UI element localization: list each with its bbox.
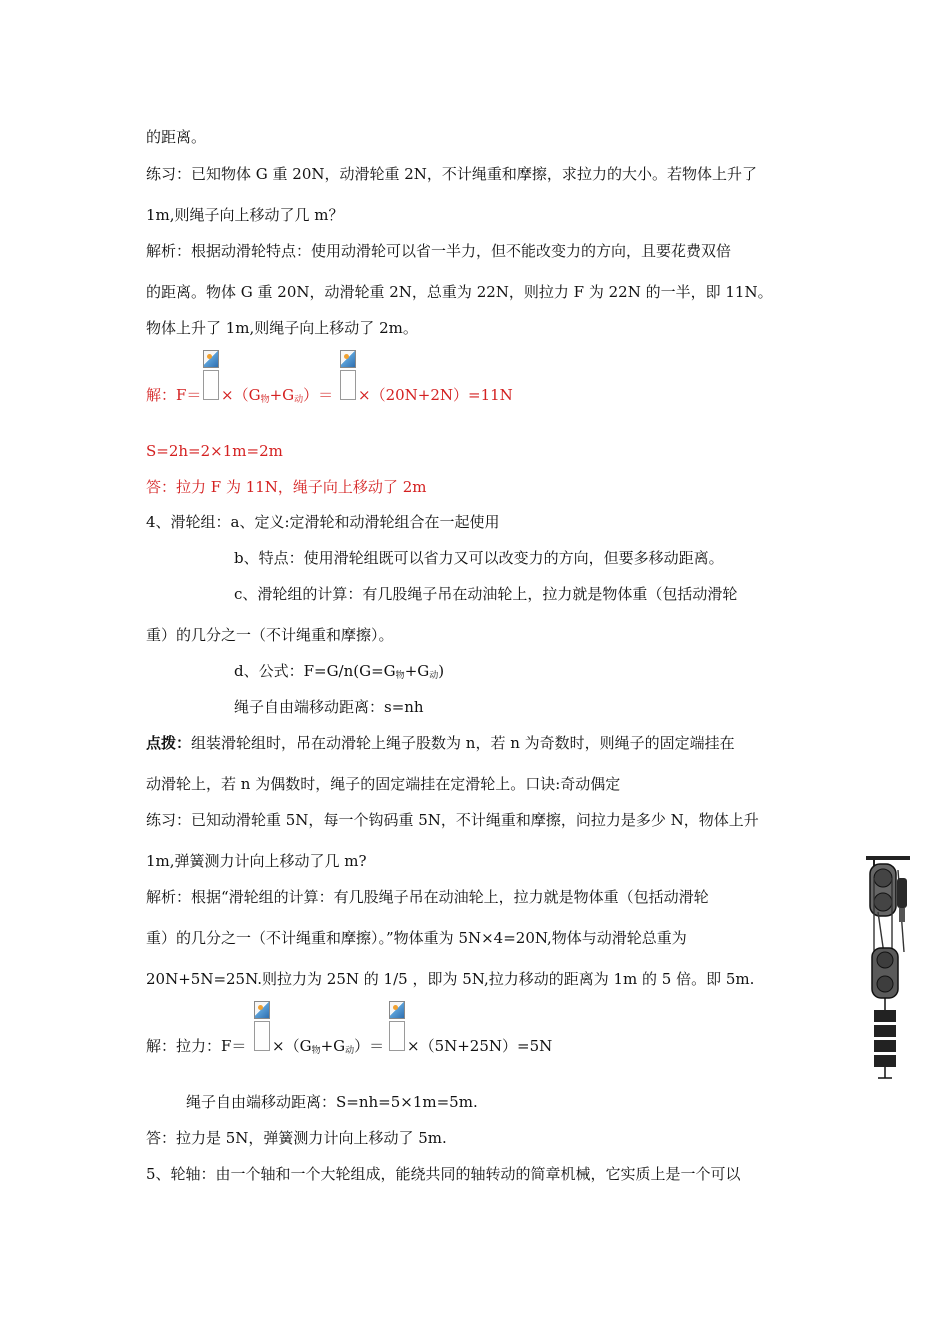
text-line: 绳子自由端移动距离：S=nh=5×1m=5m. <box>186 1093 478 1111</box>
text-line: 20N+5N=25N.则拉力为 25N 的 1/5 ，即为 5N,拉力移动的距离为 1m 的 5 倍。即 5m. <box>146 970 755 988</box>
fraction-image <box>389 1001 405 1051</box>
text-line: 解析：根据“滑轮组的计算：有几股绳子吊在动油轮上，拉力就是物体重（包括动滑轮 <box>146 888 709 906</box>
fraction-image <box>203 350 219 400</box>
text-line: 答：拉力是 5N，弹簧测力计向上移动了 5m. <box>146 1129 447 1147</box>
text-line: 重）的几分之一（不计绳重和摩擦）。 <box>146 626 394 644</box>
text-line: 重）的几分之一（不计绳重和摩擦）。”物体重为 5N×4=20N,物体与动滑轮总重为 <box>146 929 687 947</box>
fraction-image <box>340 350 356 400</box>
formula-prefix: 解：F＝ <box>146 386 202 404</box>
formula-middle: $\times(G_物+G_动)=$ <box>272 1037 385 1056</box>
formula-tail: ×（20N+2N）=11N <box>358 386 513 404</box>
fraction-image <box>254 1001 270 1051</box>
text-line: 动滑轮上，若 n 为偶数时，绳子的固定端挂在定滑轮上。口诀:奇动偶定 <box>146 775 621 793</box>
text-line: b、特点：使用滑轮组既可以省力又可以改变力的方向，但要多移动距离。 <box>234 549 724 567</box>
text-line: 1m,弹簧测力计向上移动了几 m? <box>146 852 367 870</box>
text-line: 练习：已知物体 G 重 20N，动滑轮重 2N，不计绳重和摩擦，求拉力的大小。若物体上升了 <box>146 165 757 183</box>
tip-line: 点拨：组装滑轮组时，吊在动滑轮上绳子股数为 n，若 n 为奇数时，则绳子的固定端挂在 <box>146 734 735 752</box>
formula-line: d、公式：$F=G/n(G=G_物+G_动)$ <box>234 662 445 681</box>
formula-prefix: 解：拉力：F＝ <box>146 1037 247 1055</box>
text-line: 解析：根据动滑轮特点：使用动滑轮可以省一半力，但不能改变力的方向，且要花费双倍 <box>146 242 732 260</box>
section-heading: 4、滑轮组：a、定义:定滑轮和动滑轮组合在一起使用 <box>146 513 500 531</box>
text-line: 的距离。 <box>146 128 207 146</box>
section-heading: 5、轮轴：由一个轴和一个大轮组成，能绕共同的轴转动的简章机械，它实质上是一个可以 <box>146 1165 741 1183</box>
text-line: 物体上升了 1m,则绳子向上移动了 2m。 <box>146 319 418 337</box>
text-line: 绳子自由端移动距离：s=nh <box>234 698 424 716</box>
text-line: c、滑轮组的计算：有几股绳子吊在动油轮上，拉力就是物体重（包括动滑轮 <box>234 585 738 603</box>
pulley-system-image <box>866 852 918 1084</box>
text-line: 练习：已知动滑轮重 5N，每一个钩码重 5N，不计绳重和摩擦，问拉力是多少 N，物体上升 <box>146 811 759 829</box>
formula-middle: $\times(G_物+G_动)=$ <box>221 386 334 405</box>
answer-line: 答：拉力 F 为 11N，绳子向上移动了 2m <box>146 478 427 496</box>
text-line: 1m,则绳子向上移动了几 m？ <box>146 206 344 224</box>
text-line: 的距离。物体 G 重 20N，动滑轮重 2N，总重为 22N，则拉力 F 为 22N 的一半，即 11N。 <box>146 283 773 301</box>
answer-line: S=2h=2×1m=2m <box>146 442 283 460</box>
formula-tail: ×（5N+25N）=5N <box>407 1037 553 1055</box>
